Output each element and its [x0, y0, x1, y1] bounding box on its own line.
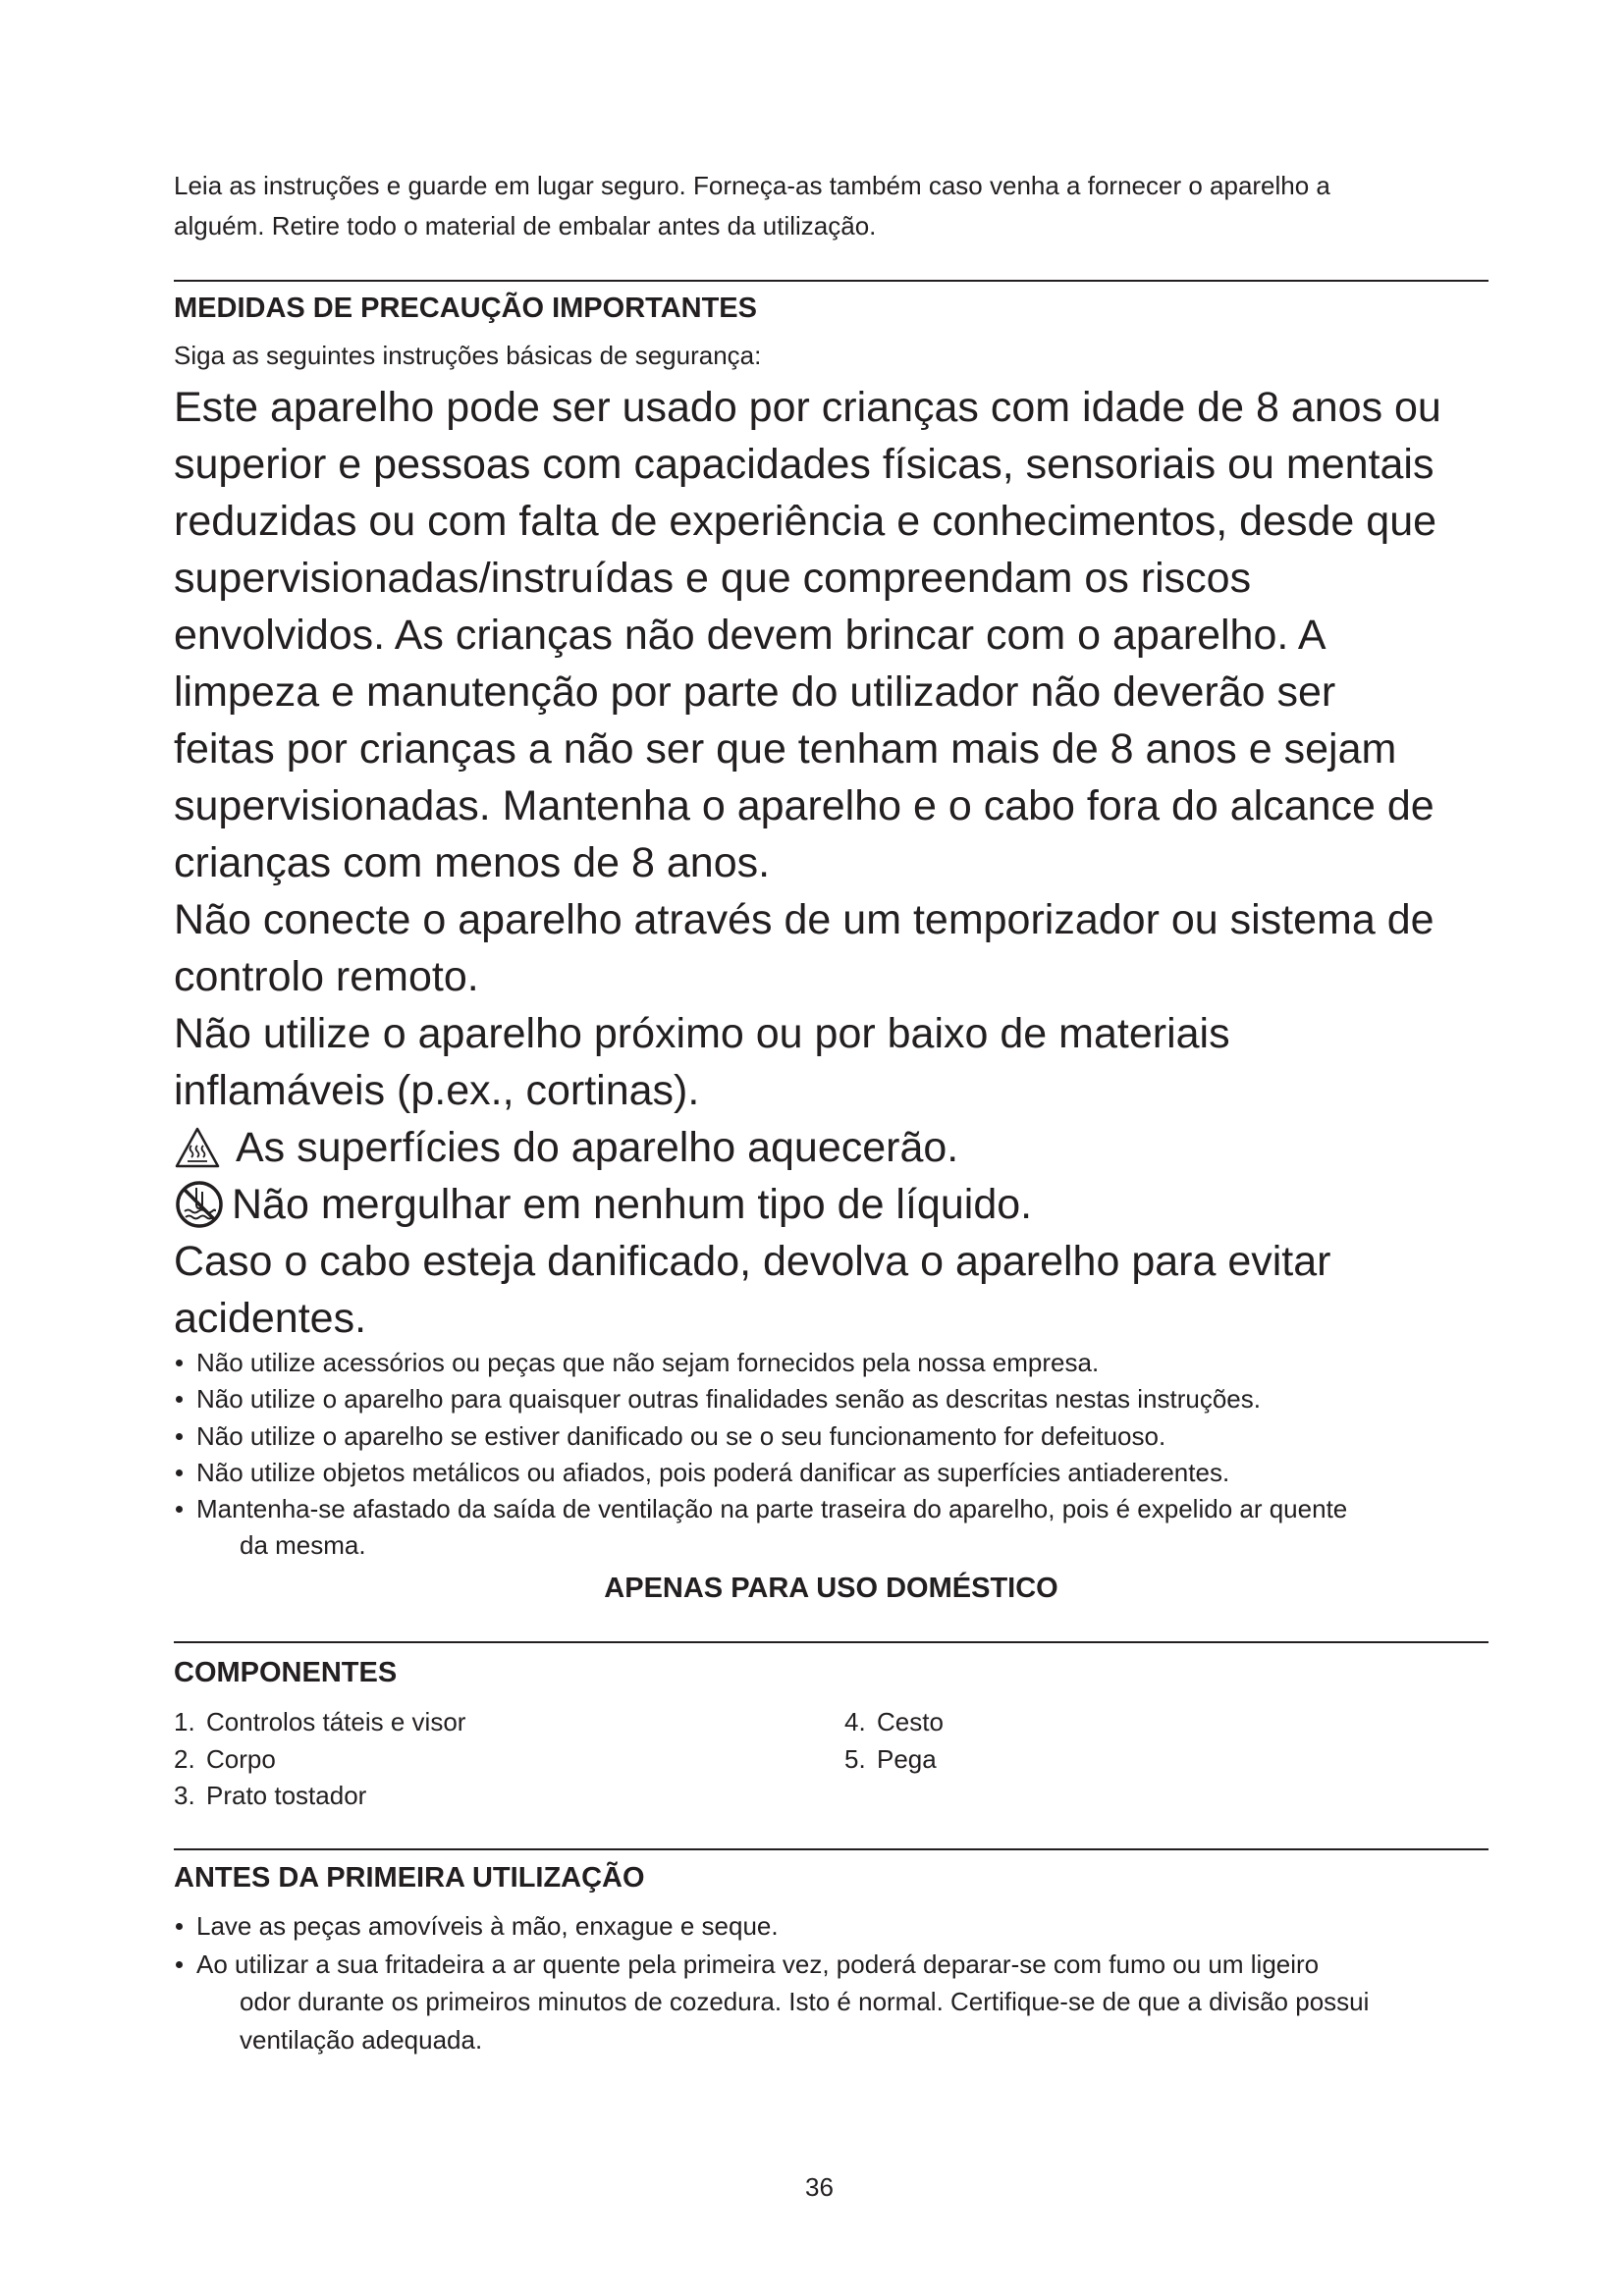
intro-line: Leia as instruções e guarde em lugar seguro. Forneça-as também caso venha a fornecer o aparelho a	[174, 171, 1330, 200]
list-item	[174, 1907, 1369, 1946]
safety-text-line: supervisionadas. Mantenha o aparelho e o cabo fora do alcance de	[174, 782, 1435, 829]
component-number: 3.	[174, 1781, 195, 1810]
list-item-text: odor durante os primeiros minutos de cozedura. Isto é normal. Certifique-se de que a divisão possui	[240, 1987, 1370, 2016]
safety-text-line: feitas por crianças a não ser que tenham mais de 8 anos e sejam	[174, 725, 1397, 773]
component-item	[174, 1741, 763, 1779]
list-item	[174, 1455, 1347, 1491]
component-number: 1.	[174, 1707, 195, 1736]
first-use-bullet-list	[174, 1907, 1369, 2058]
list-item-text: Mantenha-se afastado da saída de ventilação na parte traseira do aparelho, pois é expelido ar quente	[196, 1494, 1348, 1524]
safety-text-line: supervisionadas/instruídas e que compreendam os riscos	[174, 555, 1252, 602]
list-item	[174, 1418, 1347, 1455]
component-label: Prato tostador	[206, 1781, 367, 1810]
safety-text-line: inflamáveis (p.ex., cortinas).	[174, 1067, 700, 1114]
hot-surface-warning	[174, 1119, 1441, 1176]
component-label: Controlos táteis e visor	[206, 1707, 466, 1736]
intro-line: alguém. Retire todo o material de embalar antes da utilização.	[174, 210, 877, 240]
safety-text-line: acidentes.	[174, 1295, 367, 1342]
list-item	[174, 1946, 1369, 2059]
safety-text-line: Este aparelho pode ser usado por crianças com idade de 8 anos ou	[174, 384, 1441, 431]
section-divider	[174, 280, 1489, 282]
component-item	[174, 1778, 763, 1815]
safety-text-line: reduzidas ou com falta de experiência e conhecimentos, desde que	[174, 498, 1437, 545]
safety-large-text	[174, 379, 1441, 1347]
hot-surface-warning-icon	[174, 1126, 236, 1169]
safety-text-line: Não utilize o aparelho próximo ou por baixo de materiais	[174, 1010, 1230, 1057]
components-list-left	[174, 1704, 763, 1815]
list-item-text: Ao utilizar a sua fritadeira a ar quente pela primeira vez, poderá deparar-se com fumo ou um ligeiro	[196, 1949, 1320, 1979]
component-number: 4.	[844, 1707, 866, 1736]
list-item-text: Não utilize objetos metálicos ou afiados, pois poderá danificar as superfícies antiaderentes.	[196, 1457, 1230, 1487]
list-item	[174, 1381, 1347, 1417]
safety-text-line: envolvidos. As crianças não devem brincar com o aparelho. A	[174, 612, 1326, 659]
do-not-immerse-text: Não mergulhar em nenhum tipo de líquido.	[232, 1181, 1033, 1228]
component-label: Cesto	[877, 1707, 944, 1736]
bullet-marker	[176, 1433, 183, 1440]
list-item-text: Não utilize acessórios ou peças que não sejam fornecidos pela nossa empresa.	[196, 1348, 1100, 1377]
safety-text-line: controlo remoto.	[174, 953, 479, 1000]
component-item	[844, 1704, 1335, 1741]
list-item	[174, 1345, 1347, 1381]
component-item	[844, 1741, 1335, 1779]
section-divider	[174, 1848, 1489, 1850]
bullet-marker	[176, 1923, 183, 1930]
safety-heading: MEDIDAS DE PRECAUÇÃO IMPORTANTES	[174, 293, 757, 324]
list-item-text: Não utilize o aparelho para quaisquer outras finalidades senão as descritas nestas instruções.	[196, 1384, 1261, 1415]
list-item-text: da mesma.	[240, 1530, 366, 1561]
components-heading: COMPONENTES	[174, 1657, 398, 1688]
first-use-heading: ANTES DA PRIMEIRA UTILIZAÇÃO	[174, 1862, 645, 1894]
section-divider	[174, 1641, 1489, 1643]
safety-text-line: Caso o cabo esteja danificado, devolva o aparelho para evitar	[174, 1238, 1331, 1285]
hot-surface-warning-text: As superfícies do aparelho aquecerão.	[236, 1124, 959, 1171]
safety-bullet-list	[174, 1345, 1347, 1565]
component-item	[174, 1704, 763, 1741]
list-item-text: Não utilize o aparelho se estiver danificado ou se o seu funcionamento for defeituoso.	[196, 1420, 1166, 1451]
bullet-marker	[176, 1961, 183, 1968]
component-label: Pega	[877, 1743, 937, 1774]
bullet-marker	[176, 1360, 183, 1366]
safety-subtitle: Siga as seguintes instruções básicas de segurança:	[174, 341, 762, 370]
safety-text-line: superior e pessoas com capacidades físicas, sensoriais ou mentais	[174, 441, 1435, 488]
safety-text-line: limpeza e manutenção por parte do utilizador não deverão ser	[174, 668, 1336, 716]
components-list-right	[844, 1704, 1335, 1778]
component-label: Corpo	[206, 1743, 276, 1774]
do-not-immerse-warning	[174, 1176, 1441, 1233]
component-number: 5.	[844, 1743, 866, 1774]
list-item	[174, 1491, 1347, 1565]
component-number: 2.	[174, 1743, 195, 1774]
list-item-text: ventilação adequada.	[240, 2024, 483, 2055]
bullet-marker	[176, 1469, 183, 1476]
do-not-immerse-icon	[174, 1179, 232, 1230]
domestic-use-notice: APENAS PARA USO DOMÉSTICO	[604, 1573, 1058, 1604]
page-number: 36	[805, 2172, 834, 2202]
list-item-text: Lave as peças amovíveis à mão, enxague e seque.	[196, 1911, 779, 1941]
safety-text-line: Não conecte o aparelho através de um temporizador ou sistema de	[174, 896, 1435, 943]
intro-paragraph	[174, 166, 1330, 245]
safety-text-line: crianças com menos de 8 anos.	[174, 839, 771, 886]
